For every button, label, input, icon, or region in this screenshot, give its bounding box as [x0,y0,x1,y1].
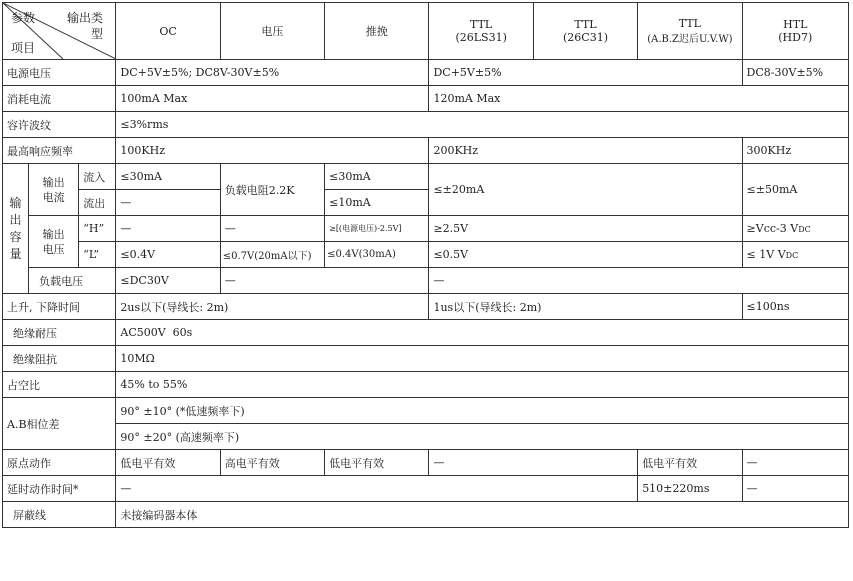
row-label: 绝缘阻抗 [3,346,116,372]
cell-oc-in: ≤30mA [116,164,220,190]
row-insulation-resistance [3,346,849,372]
cell-htl-current: ≤±50mA [742,164,848,216]
htl-line2: (HD7) [778,31,813,44]
group-char: 容 [9,229,22,244]
cell-voltage: 高电平有效 [220,450,324,476]
htl-h-sub: DC [798,225,811,234]
row-power-supply [3,60,849,86]
corner-item-label: 项目 [11,41,36,55]
col-header-oc: OC [116,3,220,60]
ttl-26ls31-line2: (26LS31) [455,31,507,44]
load-voltage-label: 负载电压 [29,268,116,294]
group-char: 出 [9,212,22,227]
cell-value: ≤3%rms [116,112,849,138]
col-header-voltage: 电压 [220,3,324,60]
cell-oc: 低电平有效 [116,450,220,476]
cell-htl: ≤100ns [742,294,848,320]
cell-voltage-h: — [220,216,324,242]
cell-value: AC500V 60s [116,320,849,346]
cell-ttl: 1us以下(导线长: 2m) [429,294,742,320]
row-duty-cycle [3,372,849,398]
row-label: 电源电压 [3,60,116,86]
group-char: 量 [9,246,22,261]
cell-ttl12: — [429,450,638,476]
row-output-voltage-h [3,216,849,242]
cell-ttl: 120mA Max [429,86,849,112]
col-header-ttl-26c31 [533,3,637,60]
cell-main: — [116,476,638,502]
htl-l-main: ≤ 1V V [746,248,786,261]
row-label: 容许波纹 [3,112,116,138]
row-ripple [3,112,849,138]
ttl-abz-line1: TTL [678,17,701,30]
row-ab-phase-low [3,398,849,424]
output-current-label-a: 输出 [42,175,65,189]
cell-oc: DC+5V±5%; DC8V-30V±5% [116,60,429,86]
cell-ttl: — [429,268,849,294]
htl-h-main: ≥Vcc-3 V [746,222,799,235]
cell-voltage-load: 负载电阻2.2K [220,164,324,216]
cell-htl: — [742,476,848,502]
corner-param-label: 参数 [11,11,36,25]
ttl-26ls31-line1: TTL [470,18,493,31]
htl-l-sub: DC [785,251,799,260]
output-voltage-label-b: 电压 [42,242,65,256]
cell-pushpull-out: ≤10mA [325,190,429,216]
cell-ttl: 200KHz [429,138,742,164]
output-voltage-label-a: 输出 [42,227,65,241]
cell-oc-l: ≤0.4V [116,242,220,268]
inflow-label: 流入 [79,164,116,190]
output-current-label [29,164,79,216]
outflow-label: 流出 [79,190,116,216]
cell-value: 未接编码器本体 [116,502,849,528]
cell-pushpull: 低电平有效 [325,450,429,476]
cell-htl: DC8-30V±5% [742,60,848,86]
cell-ttl3: 510±220ms [638,476,742,502]
row-origin-action [3,450,849,476]
cell-pushpull-l: ≤0.4V(30mA) [325,242,429,268]
cell-oc: 100KHz [116,138,429,164]
col-header-ttl-abz [638,3,742,60]
cell-oc-out: — [116,190,220,216]
row-label: 原点动作 [3,450,116,476]
row-output-voltage-l [3,242,849,268]
cell-ttl3: 低电平有效 [638,450,742,476]
row-load-voltage [3,268,849,294]
cell-pushpull-h: ≥[(电源电压)-2.5V] [325,216,429,242]
h-label: “H” [79,216,116,242]
cell-pushpull-in: ≤30mA [325,164,429,190]
cell-ttl-h: ≥2.5V [429,216,742,242]
cell-value: 10MΩ [116,346,849,372]
col-header-htl [742,3,848,60]
row-rise-fall [3,294,849,320]
cell-voltage: — [220,268,429,294]
row-shield [3,502,849,528]
group-char: 输 [9,195,22,210]
cell-ttl-current: ≤±20mA [429,164,742,216]
corner-output-label-a: 输出类 [67,11,104,25]
col-header-ttl-26ls31 [429,3,533,60]
row-label: 消耗电流 [3,86,116,112]
corner-output-label-b: 型 [91,27,104,41]
cell-oc: 100mA Max [116,86,429,112]
output-current-label-b: 电流 [42,190,65,204]
row-max-freq [3,138,849,164]
cell-voltage-l: ≤0.7V(20mA以下) [220,242,324,268]
row-delay-time [3,476,849,502]
cell-low-speed: 90° ±10° (*低速频率下) [116,398,849,424]
output-voltage-label [29,216,79,268]
ttl-abz-line2: (A.B.Z迟后U.V.W) [647,34,733,45]
col-header-pushpull: 推挽 [325,3,429,60]
row-current-consumption [3,86,849,112]
cell-oc: ≤DC30V [116,268,220,294]
row-label: 绝缘耐压 [3,320,116,346]
row-ab-phase-high [3,424,849,450]
row-label: 延时动作时间* [3,476,116,502]
cell-oc-h: — [116,216,220,242]
l-label: “L” [79,242,116,268]
htl-line1: HTL [783,18,808,31]
output-capacity-group-label [3,164,29,294]
cell-htl-l [742,242,848,268]
row-label: 占空比 [3,372,116,398]
encoder-spec-table [2,2,849,528]
cell-ttl: DC+5V±5% [429,60,742,86]
cell-oc: 2us以下(导线长: 2m) [116,294,429,320]
header-row [3,3,849,60]
row-insulation-voltage [3,320,849,346]
cell-htl-h [742,216,848,242]
row-output-current-in [3,164,849,190]
row-label: 屏蔽线 [3,502,116,528]
corner-header [3,3,116,60]
cell-value: 45% to 55% [116,372,849,398]
ttl-26c31-line1: TTL [574,18,597,31]
row-label: 最高响应频率 [3,138,116,164]
cell-htl: — [742,450,848,476]
row-label: 上升, 下降时间 [3,294,116,320]
cell-htl: 300KHz [742,138,848,164]
cell-high-speed: 90° ±20° (高速频率下) [116,424,849,450]
cell-ttl-l: ≤0.5V [429,242,742,268]
ttl-26c31-line2: (26C31) [563,31,608,44]
row-label: A.B相位差 [3,398,116,450]
